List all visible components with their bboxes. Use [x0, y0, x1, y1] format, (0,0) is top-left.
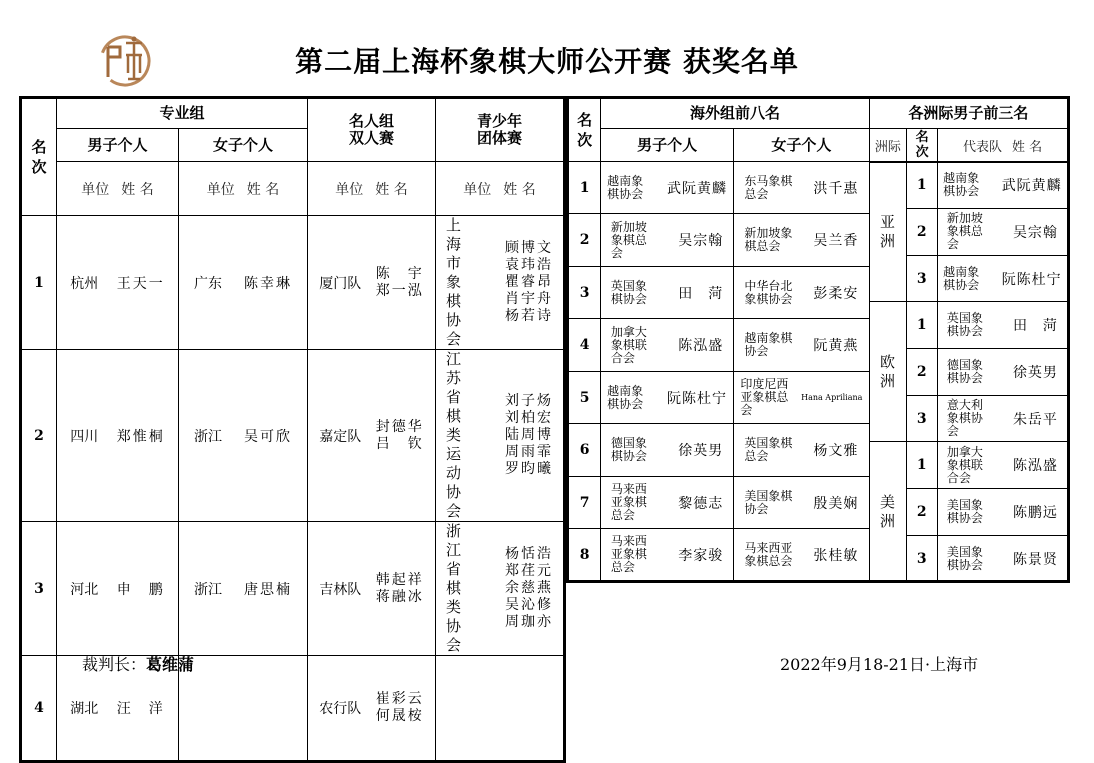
- overseas-men-cell: 英国象 棋协会 田 菏: [601, 267, 734, 319]
- women-result-cell: 浙江 唐思楠: [179, 522, 308, 656]
- women-result-cell: [179, 656, 308, 762]
- rank-cell: 2: [21, 350, 57, 522]
- overseas-men-cell: 加拿大 象棋联 合会 陈泓盛: [601, 319, 734, 372]
- rank-cell: 1: [568, 162, 601, 214]
- rank-cell: 3: [21, 522, 57, 656]
- youth-result-cell: [436, 656, 565, 762]
- celeb-result-cell: 吉林队 韩起祥 蒋融冰: [308, 522, 436, 656]
- men-result-cell: 四川 郑惟桐: [57, 350, 179, 522]
- youth-result-cell: 江苏 省棋 类运 动协 会 刘子炀 刘柏宏 陆周博 周雨霏 罗昀曦: [436, 350, 565, 522]
- continent-col-header: 洲际: [869, 129, 906, 162]
- continent-rank-cell: 1: [906, 302, 937, 349]
- col-header: 单位 姓 名: [57, 162, 179, 216]
- continent-row: [869, 302, 1067, 349]
- rank-cell: 5: [568, 372, 601, 424]
- men-individual-header: 男子个人: [57, 129, 179, 162]
- overseas-women-cell: 美国象棋 协会 殷美娴: [733, 477, 869, 529]
- men-result-cell: 杭州 王天一: [57, 216, 179, 350]
- overseas-men-cell: 越南象 棋协会 武阮黄麟: [601, 162, 734, 214]
- rank-cell: 4: [21, 656, 57, 762]
- rank-cell: 8: [568, 529, 601, 582]
- overseas-women-cell: 中华台北 象棋协会 彭柔安: [733, 267, 869, 319]
- continent-team-col-header: 代表队 姓 名: [938, 129, 1069, 162]
- rank-cell: 3: [568, 267, 601, 319]
- continent-player-cell: 美国象 棋协会 陈鹏远: [937, 489, 1067, 536]
- rank-cell: 6: [568, 424, 601, 477]
- rank-cell: 4: [568, 319, 601, 372]
- continent-rank-cell: 2: [906, 349, 937, 396]
- women-individual-header: 女子个人: [733, 129, 869, 162]
- overseas-women-cell: 新加坡象 棋总会 吴兰香: [733, 214, 869, 267]
- continent-player-cell: 美国象 棋协会 陈景贤: [937, 535, 1067, 582]
- continent-rank-cell: 2: [906, 209, 937, 256]
- continent-player-cell: 越南象 棋协会 武阮黄麟: [937, 162, 1067, 209]
- col-header: 单位 姓 名: [179, 162, 308, 216]
- women-result-cell: 广东 陈幸琳: [179, 216, 308, 350]
- table-row: [21, 350, 565, 522]
- pro-group-header: 专业组: [57, 98, 308, 129]
- overseas-women-cell: 越南象棋 协会 阮黄燕: [733, 319, 869, 372]
- continent-player-cell: 意大利 象棋协 会 朱岳平: [937, 395, 1067, 442]
- youth-group-header: 青少年 团体赛: [436, 98, 565, 162]
- celeb-result-cell: 农行队 崔彩云 何晟桉: [308, 656, 436, 762]
- rank-header: 名次: [568, 98, 601, 162]
- rank-cell: 7: [568, 477, 601, 529]
- women-result-cell: 浙江 吴可欣: [179, 350, 308, 522]
- men-result-cell: 湖北 汪 洋: [57, 656, 179, 762]
- continent-name-cell: 欧 洲: [869, 302, 906, 442]
- men-individual-header: 男子个人: [601, 129, 734, 162]
- continent-player-cell: 德国象 棋协会 徐英男: [937, 349, 1067, 396]
- rank-cell: 2: [568, 214, 601, 267]
- rank-header: 名次: [21, 98, 57, 216]
- col-header: 单位 姓 名: [436, 162, 565, 216]
- overseas-men-cell: 马来西 亚象棋 总会 李家骏: [601, 529, 734, 582]
- overseas-women-cell: 印度尼西 亚象棋总 会 Hana Apriliana: [733, 372, 869, 424]
- continent-rank-col-header: 名次: [907, 129, 938, 162]
- overseas-men-cell: 越南象 棋协会 阮陈杜宁: [601, 372, 734, 424]
- table-row: [21, 216, 565, 350]
- continent-rank-cell: 1: [906, 162, 937, 209]
- page-title: 第二届上海杯象棋大师公开赛 获奖名单: [295, 45, 799, 78]
- continent-player-cell: 英国象 棋协会 田 菏: [937, 302, 1067, 349]
- women-individual-header: 女子个人: [179, 129, 308, 162]
- overseas-men-cell: 德国象 棋协会 徐英男: [601, 424, 734, 477]
- col-header: 单位 姓 名: [308, 162, 436, 216]
- continent-rank-cell: 3: [906, 395, 937, 442]
- continent-player-cell: 加拿大 象棋联 合会 陈泓盛: [937, 442, 1067, 489]
- celeb-result-cell: 厦门队 陈 宇 郑一泓: [308, 216, 436, 350]
- continental-results-table: [869, 162, 1067, 583]
- youth-result-cell: 浙江 省棋 类协 会 杨恬浩 郑荏元 余慈燕 吴沁修 周珈亦: [436, 522, 565, 656]
- continent-rank-cell: 3: [906, 535, 937, 582]
- celeb-group-header: 名人组 双人赛: [308, 98, 436, 162]
- continent-player-cell: 越南象 棋协会 阮陈杜宁: [937, 255, 1067, 302]
- continent-row: [869, 442, 1067, 489]
- event-date: 2022年9月18-21日·上海市: [780, 655, 979, 674]
- men-result-cell: 河北 申 鹏: [57, 522, 179, 656]
- overseas-women-cell: 东马象棋 总会 洪千惠: [733, 162, 869, 214]
- continent-name-cell: 亚 洲: [869, 162, 906, 302]
- continent-name-cell: 美 洲: [869, 442, 906, 582]
- chief-referee: 裁判长：葛维蒲: [82, 655, 195, 674]
- celeb-result-cell: 嘉定队 封德华 吕 钦: [308, 350, 436, 522]
- overseas-men-cell: 马来西 亚象棋 总会 黎德志: [601, 477, 734, 529]
- continent-rank-cell: 1: [906, 442, 937, 489]
- overseas-women-cell: 英国象棋 总会 杨文雅: [733, 424, 869, 477]
- overseas-women-cell: 马来西亚 象棋总会 张桂敏: [733, 529, 869, 582]
- youth-result-cell: 上海 市象 棋协 会 顾博文 袁玮浩 瞿睿昂 肖宇舟 杨若诗: [436, 216, 565, 350]
- continent-rank-cell: 2: [906, 489, 937, 536]
- continent-player-cell: 新加坡 象棋总 会 吴宗翰: [937, 209, 1067, 256]
- continental-group-header: 各洲际男子前三名: [869, 98, 1068, 129]
- continent-rank-cell: 3: [906, 255, 937, 302]
- overseas-group-header: 海外组前八名: [601, 98, 870, 129]
- continent-row: [869, 162, 1067, 209]
- overseas-men-cell: 新加坡 象棋总 会 吴宗翰: [601, 214, 734, 267]
- table-row: [21, 522, 565, 656]
- rank-cell: 1: [21, 216, 57, 350]
